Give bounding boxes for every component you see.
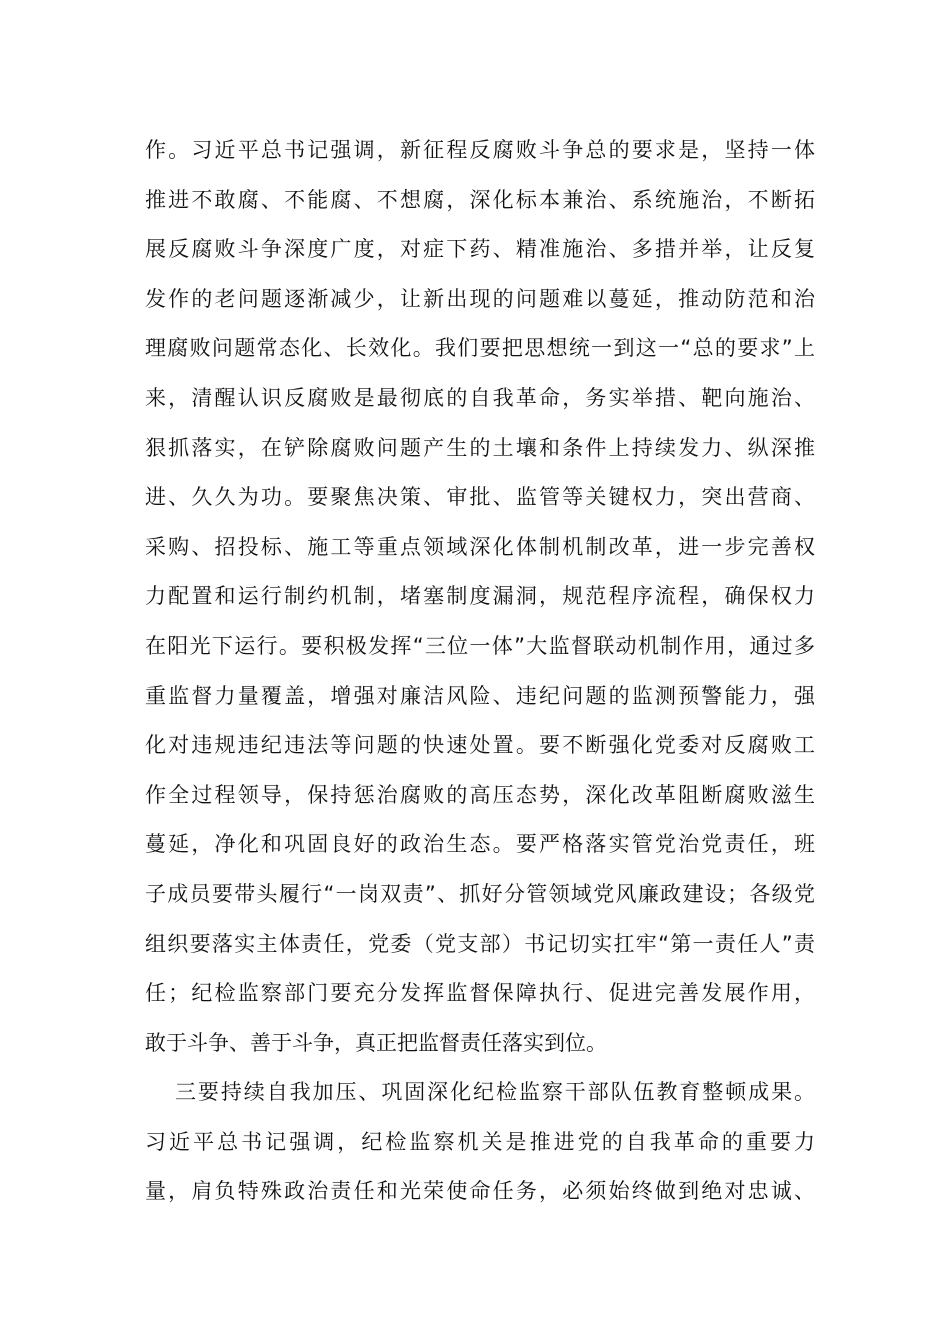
text-line: 力配置和运行制约机制，堵塞制度漏洞，规范程序流程，确保权力	[145, 584, 815, 609]
text-line: 狠抓落实，在铲除腐败问题产生的土壤和条件上持续发力、纵深推	[145, 435, 815, 460]
text-line: 重监督力量覆盖，增强对廉洁风险、违纪问题的监测预警能力，强	[145, 683, 815, 708]
text-line: 进、久久为功。要聚焦决策、审批、监管等关键权力，突出营商、	[145, 485, 815, 510]
text-line: 蔓延，净化和巩固良好的政治生态。要严格落实管党治党责任，班	[145, 832, 815, 857]
text-line: 理腐败问题常态化、长效化。我们要把思想统一到这一“总的要求”上	[145, 336, 815, 361]
text-line: 作。习近平总书记强调，新征程反腐败斗争总的要求是，坚持一体	[145, 138, 815, 162]
text-line: 展反腐败斗争深度广度，对症下药、精准施治、多措并举，让反复	[145, 237, 815, 262]
body-text	[145, 126, 815, 1217]
text-line: 习近平总书记强调，纪检监察机关是推进党的自我革命的重要力	[145, 1129, 815, 1154]
text-line: 推进不敢腐、不能腐、不想腐，深化标本兼治、系统施治，不断拓	[145, 187, 815, 212]
text-line: 子成员要带头履行“一岗双责”、抓好分管领域党风廉政建设；各级党	[145, 881, 815, 906]
text-line: 组织要落实主体责任，党委（党支部）书记切实扛牢“第一责任人”责	[145, 931, 815, 956]
text-line: 量，肩负特殊政治责任和光荣使命任务，必须始终做到绝对忠诚、	[145, 1179, 815, 1204]
text-line: 作全过程领导，保持惩治腐败的高压态势，深化改革阻断腐败滋生	[145, 782, 815, 807]
text-line: 发作的老问题逐渐减少，让新出现的问题难以蔓延，推动防范和治	[145, 286, 815, 311]
text-line: 采购、招投标、施工等重点领域深化体制机制改革，进一步完善权	[145, 534, 815, 559]
paragraph-first-line: 三要持续自我加压、巩固深化纪检监察干部队伍教育整顿成果。	[175, 1080, 815, 1105]
paragraph-end-line: 敢于斗争、善于斗争，真正把监督责任落实到位。	[145, 1030, 607, 1055]
text-line: 任；纪检监察部门要充分发挥监督保障执行、促进完善发展作用，	[145, 981, 815, 1006]
text-line: 化对违规违纪违法等问题的快速处置。要不断强化党委对反腐败工	[145, 733, 815, 758]
text-line: 来，清醒认识反腐败是最彻底的自我革命，务实举措、靶向施治、	[145, 385, 815, 410]
text-line: 在阳光下运行。要积极发挥“三位一体”大监督联动机制作用，通过多	[145, 633, 815, 658]
